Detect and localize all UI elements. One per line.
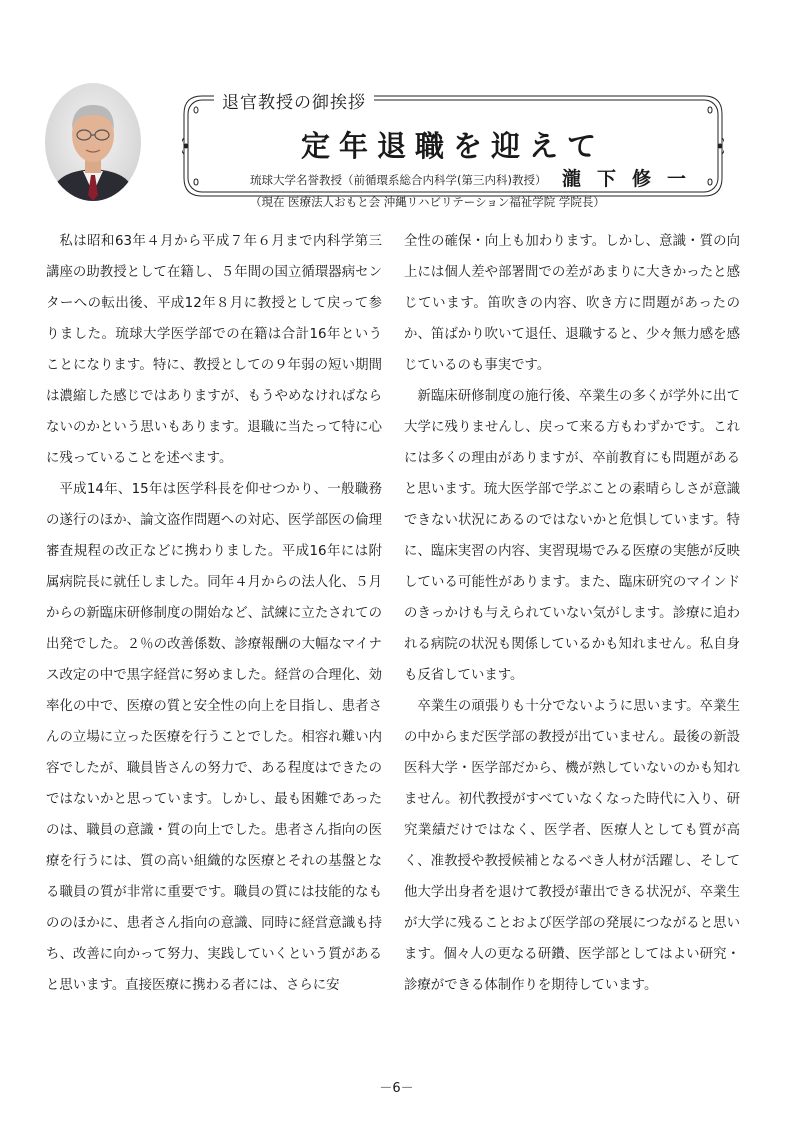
body-paragraph-continued: 全性の確保・向上も加わります。しかし、意識・質の向上には個人差や部署間での差があまりに大きかったと感じています。笛吹きの内容、吹き方に問題があったのか、笛ばかり吹いて退任、退職すると、少々無力感を感じているのも事実です。 (404, 234, 740, 373)
body-paragraph: 新臨床研修制度の施行後、卒業生の多くが学外に出て大学に残りませんし、戻って来る方もわずかです。これには多くの理由がありますが、卒前教育にも問題があると思います。琉大医学部で学ぶことの素晴らしさが意識できない状況にあるのではないかと危惧しています。特に、臨床実習の内容、実習現場でみる医療の実態が反映している可能性があります。また、臨床研究のマインドのきっかけも与えられていない気がします。診療に追われる病院の状況も関係しているかも知れません。私自身も反省しています。 (404, 389, 740, 683)
author-name: 瀧下修一 (562, 168, 703, 190)
article-category: 退官教授の御挨拶 (214, 88, 374, 113)
body-paragraph: 平成14年、15年は医学科長を仰せつかり、一般職務の遂行のほか、論文盗作問題への対応、医学部医の倫理審査規程の改正などに携わりました。平成16年には附属病院長に就任しました。同年４月からの法人化、５月からの新臨床研修制度の開始など、試練に立たされての出発でした。２％の改善係数、診療報酬の大幅なマイナス改定の中で黒字経営に努めました。経営の合理化、効率化の中で、医療の質と安全性の向上を目指し、患者さんの立場に立った医療を行うことでした。相容れ難い内容でしたが、職員皆さんの努力で、ある程度はできたのではないかと思っています。しかし、最も困難であったのは、職員の意識・質の向上でした。患者さん指向の医療を行うには、質の高い組織的な医療とそれの基盤となる職員の質が非常に重要です。職員の質には技能的なもののほかに、患者さん指向の意識、同時に経営意識も持ち、改善に向かって努力、実践していくという質があると思います。直接医療に携わる者には、さらに安 (46, 482, 382, 993)
body-paragraph: 卒業生の頑張りも十分でないように思います。卒業生の中からまだ医学部の教授が出ていません。最後の新設医科大学・医学部だから、機が熟していないのかも知れません。初代教授がすべていなくなった時代に入り、研究業績だけではなく、医学者、医療人としても質が高く、准教授や教授候補となるべき人材が活躍し、そして他大学出身者を退けて教授が輩出できる状況が、卒業生が大学に残ることおよび医学部の発展につながると思います。個々人の更なる研鑽、医学部としてはよい研究・診療ができる体制作りを期待しています。 (404, 699, 740, 993)
page-title: 定年退職を迎えて (300, 129, 605, 163)
body-paragraph: 私は昭和63年４月から平成７年６月まで内科学第三講座の助教授として在籍し、５年間の国立循環器病センターへの転出後、平成12年８月に教授として戻って参りました。琉球大学医学部での在籍は合計16年ということになります。特に、教授としての９年弱の短い期間は濃縮した感じではありますが、もうやめなければならないのかという思いもあります。退職に当たって特に心に残っていることを述べます。 (46, 234, 382, 466)
body-column-right (404, 226, 740, 1001)
author-portrait (45, 83, 141, 201)
author-current-position: （現在 医療法人おもと会 沖縄リハビリテーション福祉学院 学院長） (250, 195, 605, 209)
portrait-icon (45, 83, 141, 201)
body-column-left (46, 226, 382, 1001)
author-affiliation: 琉球大学名誉教授（前循環系総合内科学(第三内科)教授） (250, 173, 547, 187)
page-number: －6－ (379, 1081, 414, 1096)
